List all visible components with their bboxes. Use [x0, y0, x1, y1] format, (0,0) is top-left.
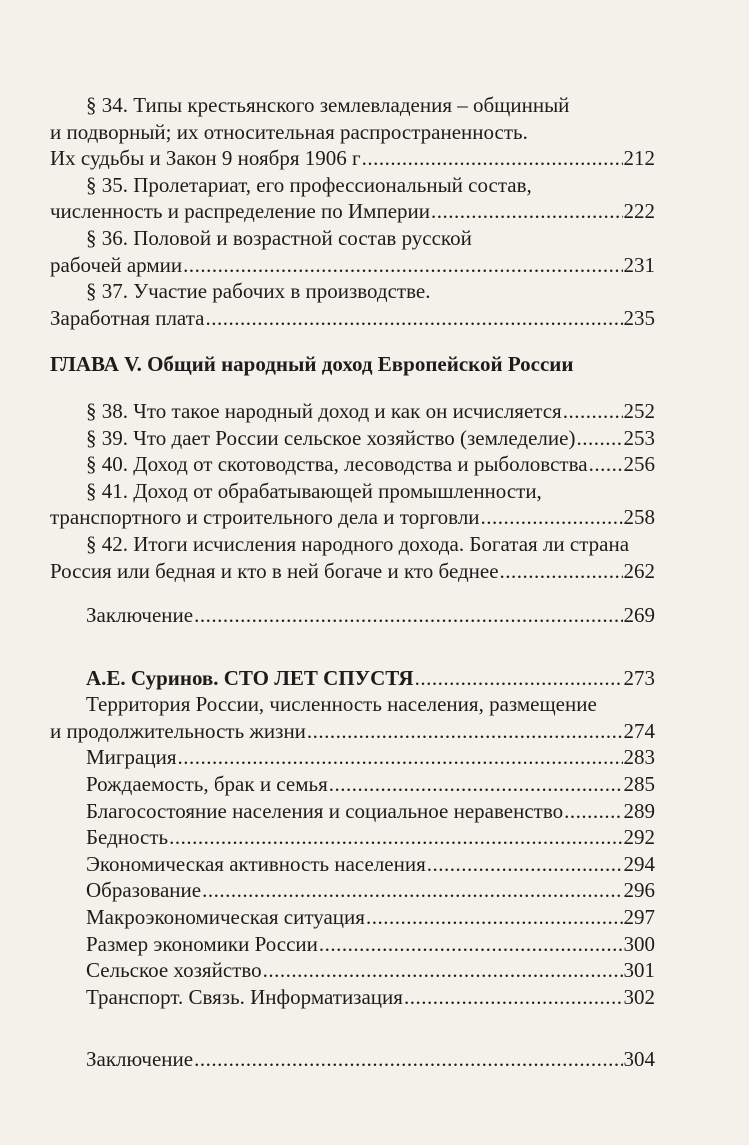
- toc-entry-text: Заключение: [86, 1047, 194, 1072]
- toc-entry-text: Макроэкономическая ситуация: [86, 905, 365, 930]
- toc-entry-agriculture: [50, 957, 655, 984]
- page-number: 222: [623, 199, 655, 224]
- toc-entry-transport: [50, 984, 655, 1011]
- toc-entry-text: § 40. Доход от скотоводства, лесоводства и рыболовства: [86, 452, 588, 477]
- page-number: 294: [623, 851, 655, 876]
- dot-leader: [366, 904, 623, 931]
- toc-entry-text: Транспорт. Связь. Информатизация: [86, 984, 403, 1009]
- toc-entry-35: [50, 172, 655, 225]
- toc-entry-text: Благосостояние населения и социальное неравенство: [86, 798, 564, 823]
- dot-leader: [194, 602, 622, 629]
- page-number: 289: [623, 798, 655, 823]
- page-number: 297: [623, 905, 655, 930]
- part-heading: [50, 665, 655, 692]
- toc-entry-34: [50, 92, 655, 172]
- dot-leader: [564, 798, 622, 825]
- dot-leader: [319, 931, 623, 958]
- dot-leader: [183, 252, 622, 279]
- page-number: 253: [623, 425, 655, 450]
- page-number: 292: [623, 825, 655, 850]
- toc-entry-fertility: [50, 771, 655, 798]
- toc-entry-text: Рождаемость, брак и семья: [86, 772, 328, 797]
- dot-leader: [205, 305, 622, 332]
- toc-entry-text: численность и распределение по Империи: [50, 199, 430, 224]
- toc-entry-text: § 42. Итоги исчисления народного дохода. Богатая ли страна: [86, 531, 630, 556]
- toc-entry-conclusion-2: [50, 1046, 655, 1073]
- page-number: 304: [623, 1047, 655, 1072]
- toc-entry-migration: [50, 744, 655, 771]
- toc-entry-macro: [50, 904, 655, 931]
- toc-entry-38: [50, 398, 655, 425]
- toc-entry-text: Россия или бедная и кто в ней богаче и кто беднее: [50, 558, 499, 583]
- toc-entry-42: [50, 531, 655, 584]
- dot-leader: [427, 851, 623, 878]
- toc-entry-text: Территория России, численность населения, размещение: [86, 692, 597, 717]
- toc-entry-41: [50, 478, 655, 531]
- dot-leader: [431, 198, 623, 225]
- dot-leader: [307, 718, 623, 745]
- page-number: 273: [623, 665, 655, 690]
- dot-leader: [194, 1046, 622, 1073]
- toc-entry-37: [50, 278, 655, 331]
- toc-entry-text: и подворный; их относительная распространенность.: [50, 119, 528, 144]
- spacer: [50, 629, 655, 665]
- dot-leader: [169, 824, 622, 851]
- toc-entry-text: § 39. Что дает России сельское хозяйство (земледелие): [86, 425, 576, 450]
- dot-leader: [563, 398, 623, 425]
- toc-entry-text: Заработная плата: [50, 305, 205, 330]
- dot-leader: [415, 665, 623, 692]
- chapter-heading: [50, 351, 655, 378]
- page-number: 269: [623, 603, 655, 628]
- page-number: 258: [623, 505, 655, 530]
- toc-entry-text: § 34. Типы крестьянского землевладения – общинный: [86, 93, 570, 117]
- toc-entry-text: и продолжительность жизни: [50, 718, 306, 743]
- dot-leader: [589, 451, 623, 478]
- page-number: 300: [623, 931, 655, 956]
- toc-entry-poverty: [50, 824, 655, 851]
- page-number: 256: [623, 452, 655, 477]
- toc-entry-text: § 41. Доход от обрабатывающей промышленности,: [86, 478, 542, 503]
- toc-entry-text: рабочей армии: [50, 252, 183, 277]
- toc-entry-text: § 37. Участие рабочих в производстве.: [86, 279, 431, 304]
- toc-entry-text: § 35. Пролетариат, его профессиональный состав,: [86, 172, 532, 197]
- dot-leader: [177, 744, 622, 771]
- toc-entry-text: Размер экономики России: [86, 931, 318, 956]
- toc-entry-conclusion: [50, 602, 655, 629]
- toc-entry-40: [50, 451, 655, 478]
- page-number: 212: [623, 146, 655, 171]
- page-number: 301: [623, 958, 655, 983]
- page-number: 274: [623, 718, 655, 743]
- toc-entry-economy-size: [50, 931, 655, 958]
- page-number: 235: [623, 305, 655, 330]
- chapter-title: ГЛАВА V. Общий народный доход Европейской России: [50, 352, 574, 377]
- toc-entry-text: транспортного и строительного дела и торговли: [50, 505, 480, 530]
- part-title: А.Е. Суринов. СТО ЛЕТ СПУСТЯ: [86, 665, 414, 690]
- table-of-contents: [50, 92, 655, 1073]
- toc-entry-text: Миграция: [86, 745, 177, 770]
- toc-entry-text: Бедность: [86, 825, 169, 850]
- toc-entry-39: [50, 425, 655, 452]
- dot-leader: [263, 957, 623, 984]
- page-number: 285: [623, 772, 655, 797]
- dot-leader: [329, 771, 623, 798]
- toc-entry-education: [50, 877, 655, 904]
- dot-leader: [362, 145, 623, 172]
- toc-entry-welfare: [50, 798, 655, 825]
- dot-leader: [404, 984, 623, 1011]
- toc-entry-economic-activity: [50, 851, 655, 878]
- toc-entry-text: Экономическая активность населения: [86, 851, 426, 876]
- toc-entry-territory: [50, 691, 655, 744]
- spacer: [50, 1010, 655, 1046]
- toc-entry-36: [50, 225, 655, 278]
- dot-leader: [202, 877, 622, 904]
- toc-entry-text: Их судьбы и Закон 9 ноября 1906 г: [50, 146, 361, 171]
- page-number: 296: [623, 878, 655, 903]
- toc-entry-text: § 38. Что такое народный доход и как он исчисляется: [86, 398, 562, 423]
- page-number: 252: [623, 398, 655, 423]
- toc-entry-text: § 36. Половой и возрастной состав русской: [86, 225, 472, 250]
- page-number: 231: [623, 252, 655, 277]
- dot-leader: [576, 425, 622, 452]
- dot-leader: [481, 504, 623, 531]
- page-number: 302: [623, 984, 655, 1009]
- spacer: [50, 584, 655, 602]
- page-number: 283: [623, 745, 655, 770]
- toc-entry-text: Сельское хозяйство: [86, 958, 262, 983]
- toc-entry-text: Заключение: [86, 603, 194, 628]
- page-number: 262: [623, 558, 655, 583]
- dot-leader: [500, 558, 623, 585]
- toc-entry-text: Образование: [86, 878, 202, 903]
